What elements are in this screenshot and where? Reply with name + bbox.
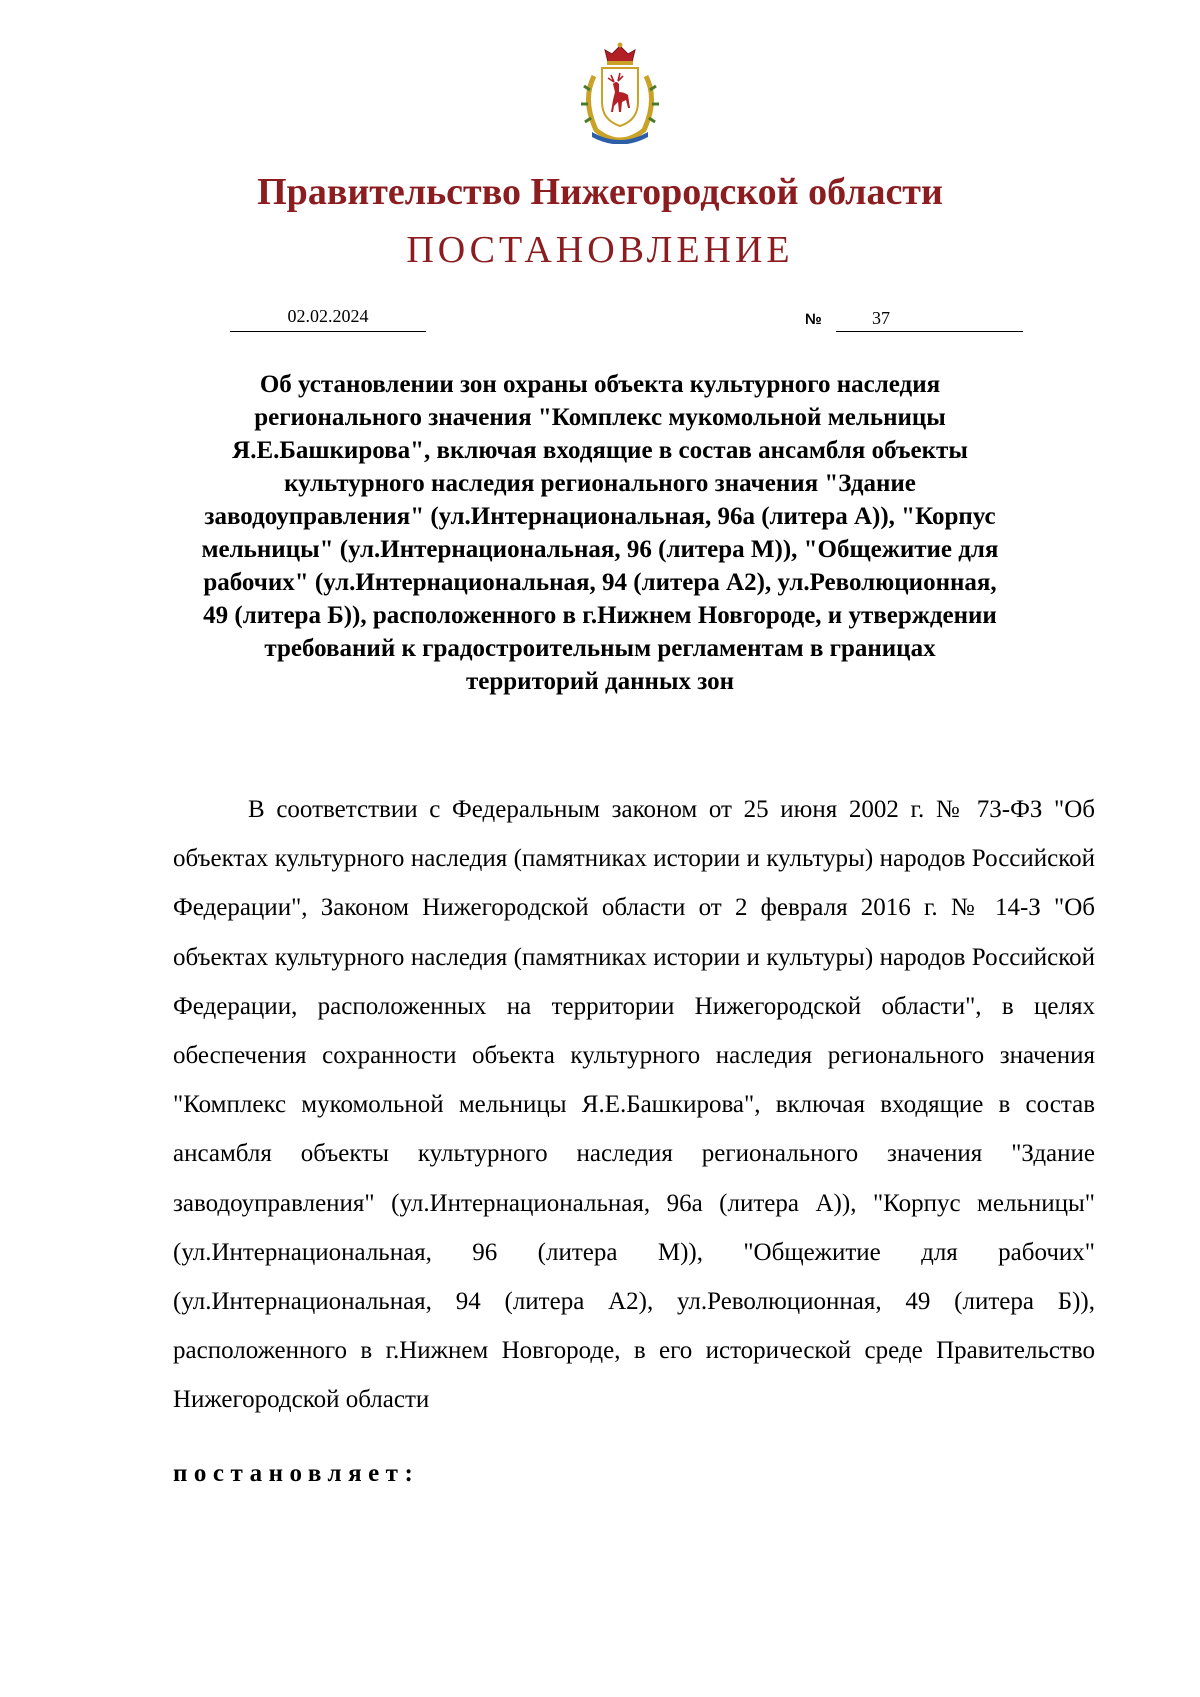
document-type: ПОСТАНОВЛЕНИЕ: [406, 229, 794, 271]
document-date: 02.02.2024: [230, 305, 426, 332]
decree-word: постановляет:: [173, 1460, 420, 1487]
document-subject: Об установлении зон охраны объекта культурного наследия регионального значения "Комплекс мукомольной мельницы Я.Е.Башкирова", включая входящие в состав ансамбля объекты культурного наследия регионального значения "Здание заводоуправления" (ул.Интернациональная, 96а (литера А)), "Корпус мельницы" (ул.Интернациональная, 96 (литера М)), "Общежитие для рабочих" (ул.Интернациональная, 94 (литера А2), ул.Революционная, 49 (литера Б)), расположенного в г.Нижнем Новгороде, и утверждении требований к градостроительным регламентам в границах территорий данных зон: [201, 371, 999, 695]
document-number: 37: [872, 308, 890, 328]
number-sign: №: [805, 311, 822, 328]
document-number-field: [836, 305, 1023, 332]
government-name: Правительство Нижегородской области: [257, 171, 943, 213]
coat-of-arms-icon: [578, 40, 662, 144]
body-paragraph: В соответствии с Федеральным законом от 25 июня 2002 г. № 73-ФЗ "Об объектах культурного наследия (памятниках истории и культуры) народов Российской Федерации", Законом Нижегородской области от 2 февраля 2016 г. № 14-З "Об объектах культурного наследия (памятниках истории и культуры) народов Российской Федерации, расположенных на территории Нижегородской области", в целях обеспечения сохранности объекта культурного наследия регионального значения "Комплекс мукомольной мельницы Я.Е.Башкирова", включая входящие в состав ансамбля объекты культурного наследия регионального значения "Здание заводоуправления" (ул.Интернациональная, 96а (литера А)), "Корпус мельницы" (ул.Интернациональная, 96 (литера М)), "Общежитие для рабочих" (ул.Интернациональная, 94 (литера А2), ул.Революционная, 49 (литера Б)), расположенного в г.Нижнем Новгороде, в его исторической среде Правительство Нижегородской области: [173, 796, 1095, 1414]
